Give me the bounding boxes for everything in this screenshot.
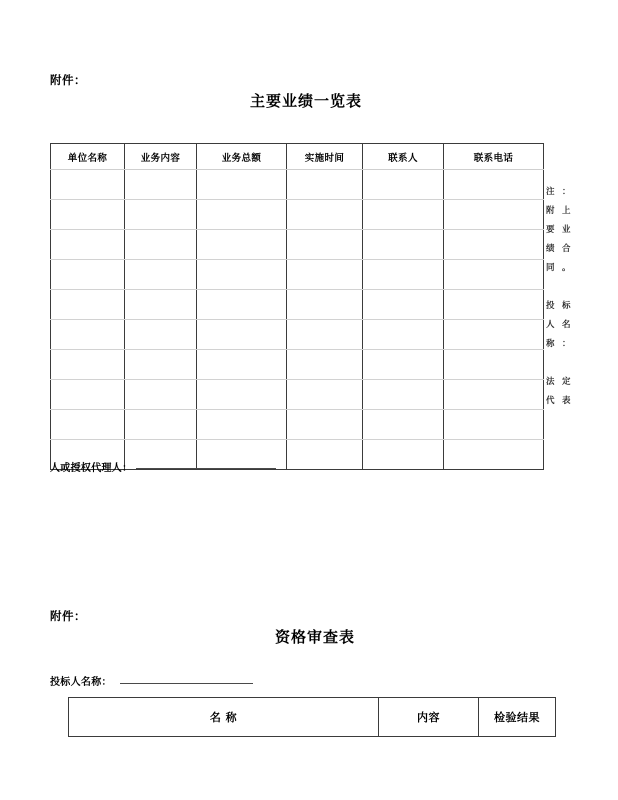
cell-contact-person[interactable] bbox=[363, 320, 444, 350]
side-note-char: 注 bbox=[546, 187, 555, 197]
table-row[interactable] bbox=[51, 320, 544, 350]
cell-business-content[interactable] bbox=[125, 290, 197, 320]
side-note-char: 标 bbox=[562, 301, 571, 311]
cell-business-amount[interactable] bbox=[197, 320, 287, 350]
side-note-char: 合 bbox=[562, 244, 571, 254]
cell-unit-name[interactable] bbox=[51, 290, 125, 320]
table-row[interactable] bbox=[51, 350, 544, 380]
side-note-char: 代 bbox=[546, 396, 555, 406]
bidder-name-label: 投标人名称： bbox=[50, 677, 112, 688]
table-row[interactable] bbox=[51, 380, 544, 410]
table-row[interactable] bbox=[51, 230, 544, 260]
cell-business-content[interactable] bbox=[125, 320, 197, 350]
cell-contact-phone[interactable] bbox=[444, 350, 544, 380]
cell-implementation-time[interactable] bbox=[287, 170, 363, 200]
side-note-column-left bbox=[562, 188, 571, 416]
cell-business-amount[interactable] bbox=[197, 440, 287, 470]
table-row[interactable] bbox=[51, 170, 544, 200]
side-note-char: 要 bbox=[546, 225, 555, 235]
cell-contact-person[interactable] bbox=[363, 440, 444, 470]
cell-contact-person[interactable] bbox=[363, 170, 444, 200]
performance-table-body bbox=[51, 170, 544, 470]
cell-business-amount[interactable] bbox=[197, 380, 287, 410]
cell-contact-phone[interactable] bbox=[444, 290, 544, 320]
cell-contact-person[interactable] bbox=[363, 350, 444, 380]
cell-business-amount[interactable] bbox=[197, 170, 287, 200]
cell-contact-phone[interactable] bbox=[444, 170, 544, 200]
side-note-char: 名 bbox=[562, 320, 571, 330]
side-note-spacer bbox=[562, 283, 571, 302]
side-note-char: 投 bbox=[546, 301, 555, 311]
cell-contact-phone[interactable] bbox=[444, 260, 544, 290]
signature-blank-line[interactable] bbox=[136, 468, 276, 469]
cell-unit-name[interactable] bbox=[51, 410, 125, 440]
side-note-spacer bbox=[562, 359, 571, 378]
cell-business-content[interactable] bbox=[125, 440, 197, 470]
cell-business-content[interactable] bbox=[125, 410, 197, 440]
qualification-table bbox=[68, 697, 556, 737]
cell-unit-name[interactable] bbox=[51, 230, 125, 260]
cell-business-amount[interactable] bbox=[197, 290, 287, 320]
cell-implementation-time[interactable] bbox=[287, 230, 363, 260]
cell-business-content[interactable] bbox=[125, 260, 197, 290]
attachment-label-one: 附件： bbox=[50, 73, 86, 87]
side-note-char: 人 bbox=[546, 320, 555, 330]
cell-unit-name[interactable] bbox=[51, 350, 125, 380]
side-note-char: 称 bbox=[546, 339, 555, 349]
side-note-char: 表 bbox=[562, 396, 571, 406]
col-header-inspection-result: 检验结果 bbox=[479, 698, 556, 737]
cell-business-amount[interactable] bbox=[197, 230, 287, 260]
cell-implementation-time[interactable] bbox=[287, 290, 363, 320]
side-note-char: 同 bbox=[546, 263, 555, 273]
cell-contact-phone[interactable] bbox=[444, 410, 544, 440]
col-header-unit-name: 单位名称 bbox=[51, 144, 125, 170]
side-note-column-right bbox=[546, 188, 555, 416]
col-header-implementation-time: 实施时间 bbox=[287, 144, 363, 170]
bidder-name-blank-line[interactable] bbox=[120, 683, 253, 684]
cell-business-amount[interactable] bbox=[197, 410, 287, 440]
attachment-label-two: 附件： bbox=[50, 609, 86, 623]
cell-business-amount[interactable] bbox=[197, 260, 287, 290]
cell-contact-person[interactable] bbox=[363, 260, 444, 290]
side-note-char: 上 bbox=[562, 206, 571, 216]
table-header-row bbox=[51, 144, 544, 170]
side-note-char: 定 bbox=[562, 377, 571, 387]
col-header-content: 内容 bbox=[379, 698, 479, 737]
cell-contact-person[interactable] bbox=[363, 230, 444, 260]
cell-unit-name[interactable] bbox=[51, 260, 125, 290]
cell-contact-phone[interactable] bbox=[444, 440, 544, 470]
cell-business-content[interactable] bbox=[125, 200, 197, 230]
side-note-char: 绩 bbox=[546, 244, 555, 254]
col-header-contact-phone: 联系电话 bbox=[444, 144, 544, 170]
cell-unit-name[interactable] bbox=[51, 170, 125, 200]
cell-unit-name[interactable] bbox=[51, 320, 125, 350]
performance-table bbox=[50, 143, 544, 470]
table-header-row bbox=[69, 698, 556, 737]
cell-implementation-time[interactable] bbox=[287, 320, 363, 350]
cell-implementation-time[interactable] bbox=[287, 350, 363, 380]
side-note-char: 业 bbox=[562, 225, 571, 235]
cell-implementation-time[interactable] bbox=[287, 410, 363, 440]
cell-business-amount[interactable] bbox=[197, 200, 287, 230]
cell-unit-name[interactable] bbox=[51, 380, 125, 410]
page-title-performance: 主要业绩一览表 bbox=[250, 92, 363, 110]
cell-business-amount[interactable] bbox=[197, 350, 287, 380]
cell-business-content[interactable] bbox=[125, 350, 197, 380]
cell-contact-phone[interactable] bbox=[444, 230, 544, 260]
side-note-spacer bbox=[546, 359, 555, 378]
side-note-char: ： bbox=[562, 339, 571, 349]
cell-unit-name[interactable] bbox=[51, 200, 125, 230]
col-header-name: 名 称 bbox=[69, 698, 379, 737]
cell-implementation-time[interactable] bbox=[287, 200, 363, 230]
side-note-char: 。 bbox=[562, 263, 571, 273]
cell-contact-phone[interactable] bbox=[444, 200, 544, 230]
side-note-char: 附 bbox=[546, 206, 555, 216]
cell-contact-phone[interactable] bbox=[444, 320, 544, 350]
side-note-spacer bbox=[546, 283, 555, 302]
side-note-char: 法 bbox=[546, 377, 555, 387]
cell-contact-person[interactable] bbox=[363, 290, 444, 320]
col-header-contact-person: 联系人 bbox=[363, 144, 444, 170]
col-header-business-amount: 业务总额 bbox=[197, 144, 287, 170]
col-header-business-content: 业务内容 bbox=[125, 144, 197, 170]
cell-business-content[interactable] bbox=[125, 170, 197, 200]
table-row[interactable] bbox=[51, 260, 544, 290]
table-row[interactable] bbox=[51, 410, 544, 440]
cell-implementation-time[interactable] bbox=[287, 260, 363, 290]
table-row[interactable] bbox=[51, 200, 544, 230]
cell-contact-person[interactable] bbox=[363, 200, 444, 230]
page-title-qualification: 资格审查表 bbox=[275, 628, 356, 646]
cell-implementation-time[interactable] bbox=[287, 440, 363, 470]
table-row[interactable] bbox=[51, 290, 544, 320]
side-note-char: ： bbox=[562, 187, 571, 197]
cell-contact-person[interactable] bbox=[363, 410, 444, 440]
signature-label: 人或授权代理人： bbox=[50, 463, 133, 474]
cell-implementation-time[interactable] bbox=[287, 380, 363, 410]
cell-business-content[interactable] bbox=[125, 230, 197, 260]
cell-business-content[interactable] bbox=[125, 380, 197, 410]
cell-contact-phone[interactable] bbox=[444, 380, 544, 410]
cell-contact-person[interactable] bbox=[363, 380, 444, 410]
